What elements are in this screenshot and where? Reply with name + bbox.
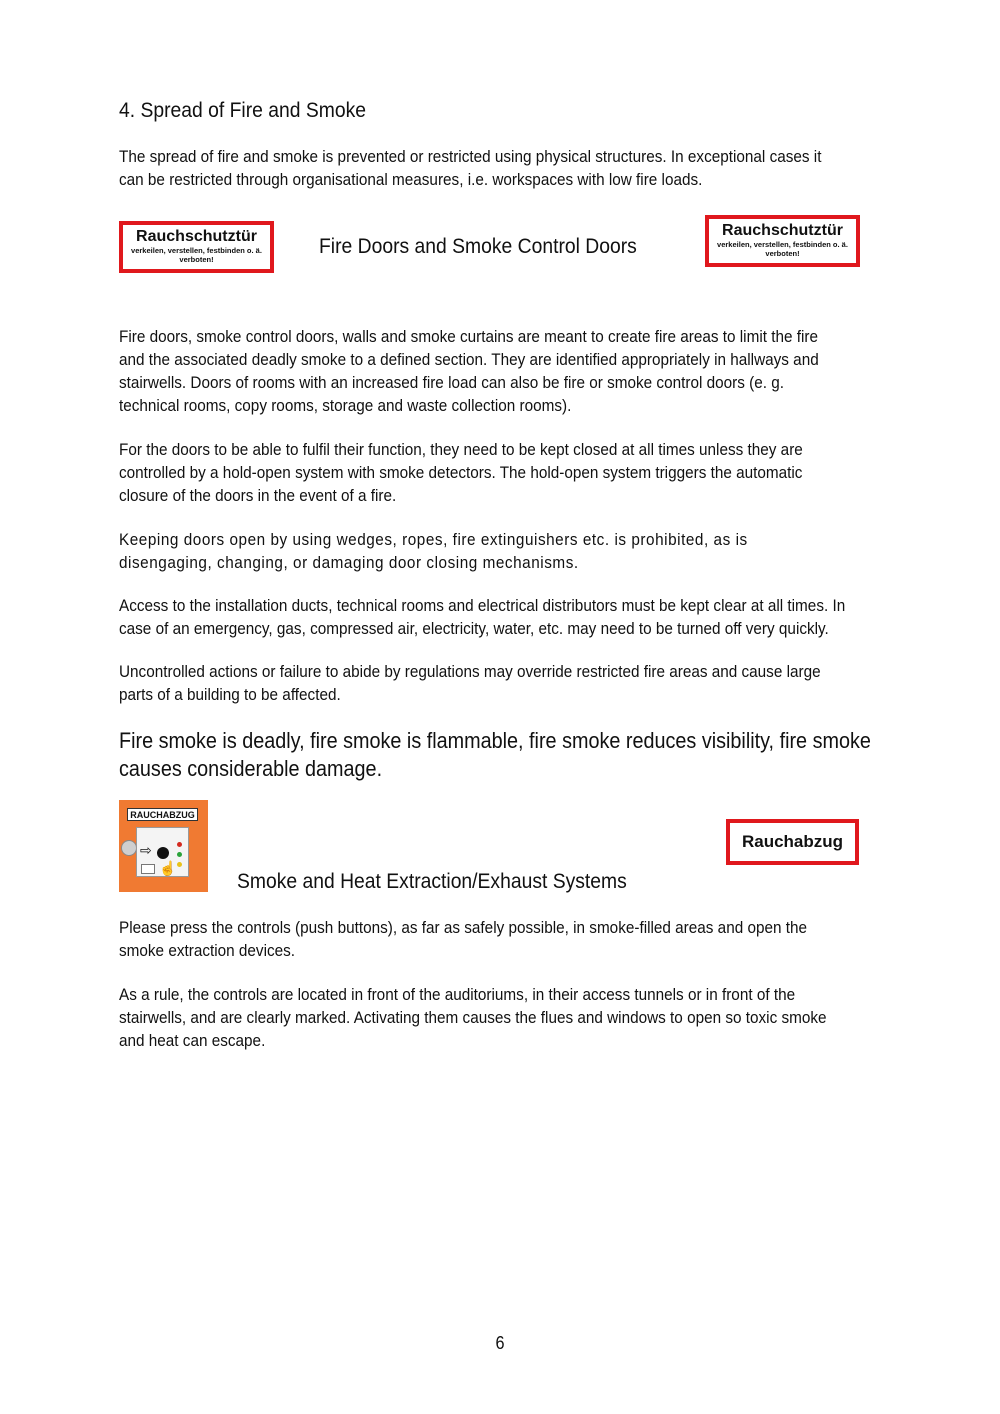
text-line: can be restricted through organisational measures, i.e. workspaces with low fire loads. [119,170,703,189]
text-line: closure of the doors in the event of a fire. [119,486,397,505]
smoke-extraction-paragraph [119,916,893,962]
hand-pointer-icon: ☝ [159,860,177,876]
text-line: Access to the installation ducts, technical rooms and electrical distributors must be kept clear at all times. In [119,596,846,615]
text-line: Fire smoke is deadly, fire smoke is flammable, fire smoke reduces visibility, fire smoke [119,728,871,753]
key-slot-icon [141,864,155,874]
text-line: For the doors to be able to fulfil their function, they need to be kept closed at all times unless they are [119,440,803,459]
text-line: Keeping doors open by using wedges, ropes, fire extinguishers etc. is prohibited, as is [119,530,748,549]
text-line: smoke extraction devices. [119,941,296,960]
fire-doors-paragraph [119,528,893,574]
fire-doors-paragraph [119,594,893,640]
callpoint-label: RAUCHABZUG [127,808,198,821]
smoke-extraction-subheading: Smoke and Heat Extraction/Exhaust Systems [237,870,627,893]
fire-doors-paragraph [119,660,893,706]
text-line: stairwells. Doors of rooms with an increased fire load can also be fire or smoke control doors (e. g. [119,373,785,392]
text-line: disengaging, changing, or damaging door closing mechanisms. [119,553,579,572]
smoke-warning [119,727,893,783]
callpoint-panel [136,827,189,877]
fire-doors-paragraph [119,438,893,507]
text-line: and the associated deadly smoke to a defined section. They are identified appropriately in hallways and [119,350,819,369]
text-line: case of an emergency, gas, compressed air, electricity, water, etc. may need to be turned off very quickly. [119,619,829,638]
led-icon [177,852,182,857]
text-line: and heat can escape. [119,1031,266,1050]
text-line: As a rule, the controls are located in front of the auditoriums, in their access tunnels or in front of the [119,985,796,1004]
intro-paragraph [119,145,893,191]
page-number: 6 [495,1333,505,1353]
led-icon [177,842,182,847]
fire-doors-subheading: Fire Doors and Smoke Control Doors [319,235,637,258]
smoke-door-sign-right [705,215,860,267]
rauchabzug-sign [726,819,859,865]
text-line: The spread of fire and smoke is prevented or restricted using physical structures. In exceptional cases it [119,147,822,166]
sign-title: Rauchschutztür [722,222,843,239]
sign-subtitle: verkeilen, verstellen, festbinden o. ä. verboten! [131,246,262,264]
smoke-extraction-paragraph [119,983,893,1052]
sign-title: Rauchschutztür [136,228,257,245]
smoke-door-sign-left [119,221,274,273]
text-line: Uncontrolled actions or failure to abide by regulations may override restricted fire areas and cause large [119,662,821,681]
text-line: technical rooms, copy rooms, storage and waste collection rooms). [119,396,572,415]
sign-subtitle: verkeilen, verstellen, festbinden o. ä. verboten! [717,240,848,258]
fire-doors-paragraph [119,325,893,417]
text-line: causes considerable damage. [119,756,383,781]
push-button-icon [157,847,169,859]
section-heading: 4. Spread of Fire and Smoke [119,99,367,122]
text-line: stairwells, and are clearly marked. Activating them causes the flues and windows to open so toxic smoke [119,1008,827,1027]
arrow-right-icon: ⇨ [140,842,152,858]
smoke-extraction-callpoint-image [119,800,208,892]
text-line: parts of a building to be affected. [119,685,341,704]
sign-title: Rauchabzug [741,832,844,851]
text-line: controlled by a hold-open system with smoke detectors. The hold-open system triggers the automatic [119,463,803,482]
led-icon [177,862,182,867]
text-line: Please press the controls (push buttons), as far as safely possible, in smoke-filled areas and open the [119,918,808,937]
text-line: Fire doors, smoke control doors, walls and smoke curtains are meant to create fire areas to limit the fire [119,327,818,346]
screw-icon [121,840,137,856]
